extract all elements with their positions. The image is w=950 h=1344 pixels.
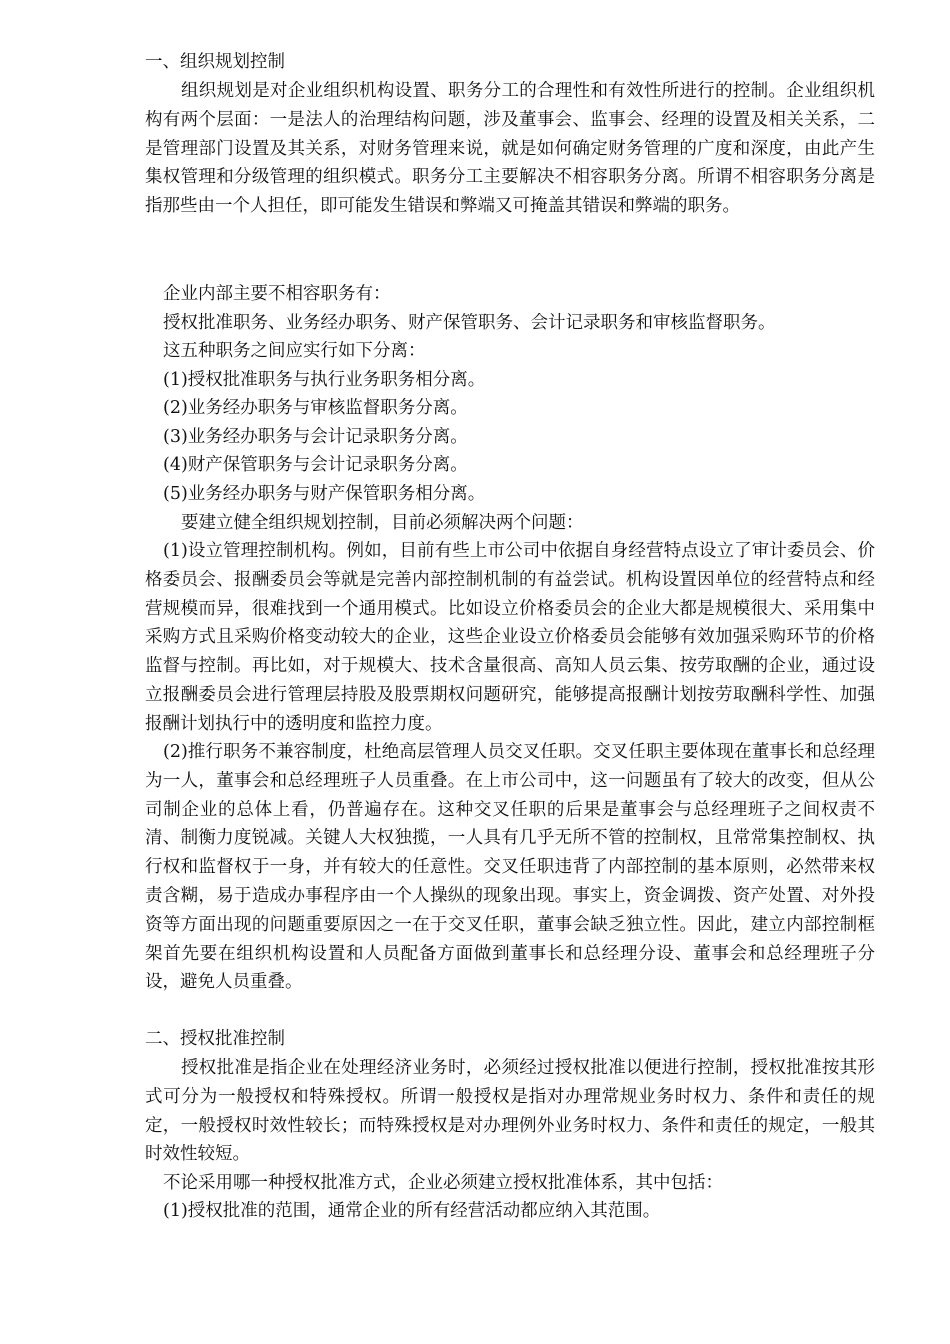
separation-item-4: (4)财产保管职务与会计记录职务分离。 xyxy=(163,455,468,475)
incompatible-duties-intro: 企业内部主要不相容职务有： xyxy=(163,284,391,304)
section2-paragraph: 授权批准是指企业在处理经济业务时，必须经过授权批准以便进行控制，授权批准按其形式可分为一般授权和特殊授权。所谓一般授权是指对办理常规业务时权力、条件和责任的规定，一般授权时效性较长；而特殊授权是对办理例外业务时权力、条件和责任的规定，一般其时效性较短。 xyxy=(145,1058,875,1165)
separation-item-1: (1)授权批准职务与执行业务职务相分离。 xyxy=(163,370,486,390)
separation-intro: 这五种职务之间应实行如下分离： xyxy=(163,341,426,361)
separation-item-3: (3)业务经办职务与会计记录职务分离。 xyxy=(163,427,468,447)
problem-1-paragraph: (1)设立管理控制机构。例如，目前有些上市公司中依据自身经营特点设立了审计委员会、价格委员会、报酬委员会等就是完善内部控制机制的有益尝试。机构设置因单位的经营特点和经营规模而异，很难找到一个通用模式。比如设立价格委员会的企业大都是规模很大、采用集中采购方式且采购价格变动较大的企业，这些企业设立价格委员会能够有效加强采购环节的价格监督与控制。再比如，对于规模大、技术含量很高、高知人员云集、按劳取酬的企业，通过设立报酬委员会进行管理层持股及股票期权问题研究，能够提高报酬计划按劳取酬科学性、加强报酬计划执行中的透明度和监控力度。 xyxy=(145,541,875,734)
problem-2-paragraph: (2)推行职务不兼容制度，杜绝高层管理人员交叉任职。交叉任职主要体现在董事长和总经理为一人，董事会和总经理班子人员重叠。在上市公司中，这一问题虽有了较大的改变，但从公司制企业的总体上看，仍普遍存在。这种交叉任职的后果是董事会与总经理班子之间权责不清、制衡力度锐减。关键人大权独揽，一人具有几乎无所不管的控制权，且常常集控制权、执行权和监督权于一身，并有较大的任意性。交叉任职违背了内部控制的基本原则，必然带来权责含糊，易于造成办事程序由一个人操纵的现象出现。事实上，资金调拨、资产处置、对外投资等方面出现的问题重要原因之一在于交叉任职，董事会缺乏独立性。因此，建立内部控制框架首先要在组织机构设置和人员配备方面做到董事长和总经理分设、董事会和总经理班子分设，避免人员重叠。 xyxy=(145,742,875,993)
authorization-system-intro: 不论采用哪一种授权批准方式，企业必须建立授权批准体系，其中包括： xyxy=(163,1173,723,1193)
incompatible-duties-list: 授权批准职务、业务经办职务、财产保管职务、会计记录职务和审核监督职务。 xyxy=(163,313,776,333)
authorization-item-1: (1)授权批准的范围，通常企业的所有经营活动都应纳入其范围。 xyxy=(163,1201,661,1221)
section1-paragraph: 组织规划是对企业组织机构设置、职务分工的合理性和有效性所进行的控制。企业组织机构有两个层面：一是法人的治理结构问题，涉及董事会、监事会、经理的设置及相关关系，二是管理部门设置及其关系，对财务管理来说，就是如何确定财务管理的广度和深度，由此产生集权管理和分级管理的组织模式。职务分工主要解决不相容职务分离。所谓不相容职务分离是指那些由一个人担任，即可能发生错误和弊端又可掩盖其错误和弊端的职务。 xyxy=(145,81,875,217)
section2-heading: 二、授权批准控制 xyxy=(145,1029,285,1049)
separation-item-2: (2)业务经办职务与审核监督职务分离。 xyxy=(163,398,468,418)
problems-intro: 要建立健全组织规划控制，目前必须解决两个问题： xyxy=(181,513,584,533)
separation-item-5: (5)业务经办职务与财产保管职务相分离。 xyxy=(163,484,486,504)
section1-heading: 一、组织规划控制 xyxy=(145,52,285,72)
